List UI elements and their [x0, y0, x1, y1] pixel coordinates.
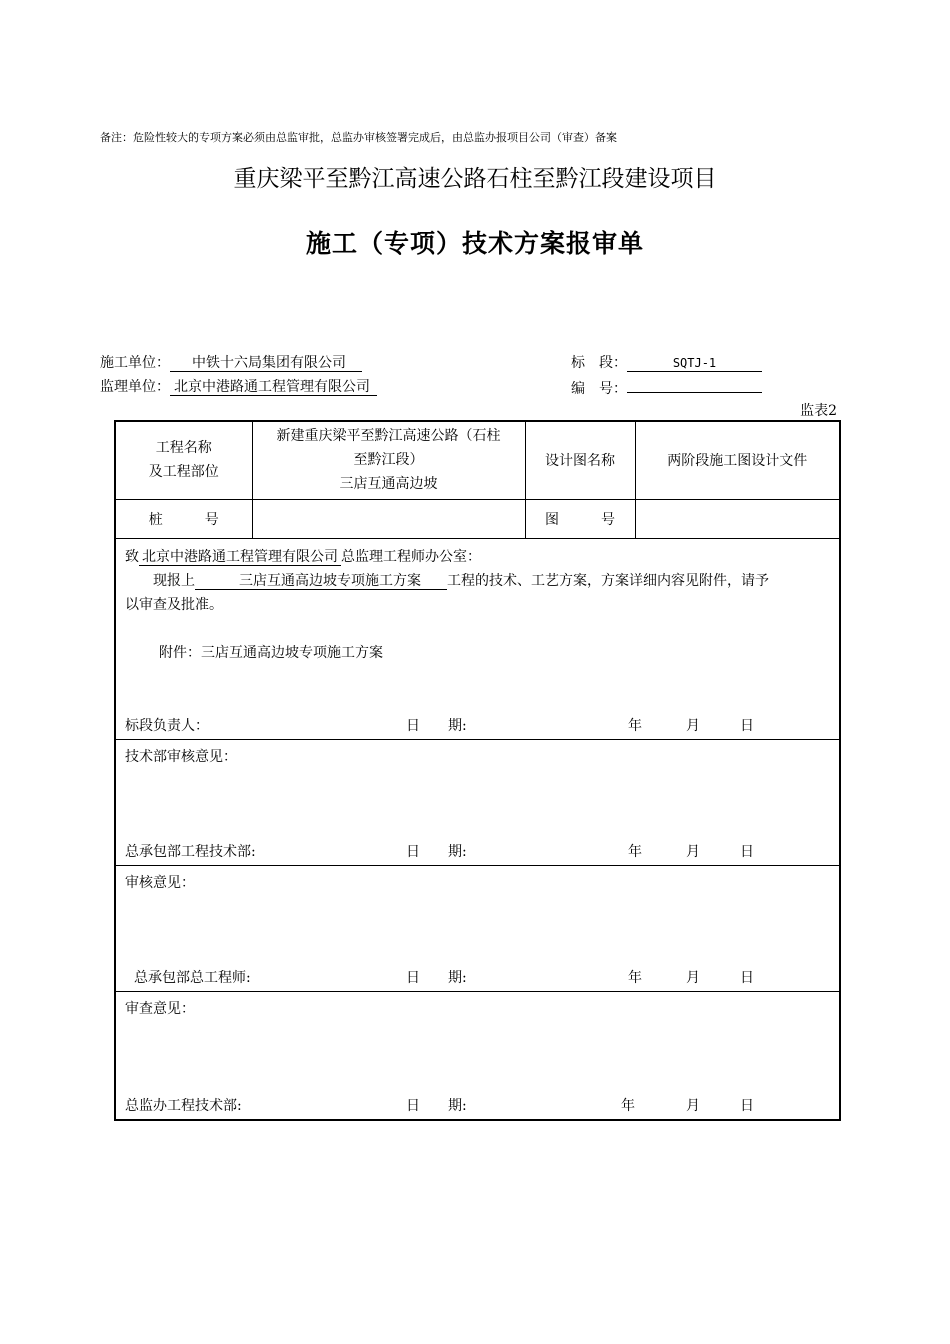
- year-label: 年: [628, 969, 642, 986]
- project-name-value-1: 新建重庆梁平至黔江高速公路（石柱: [276, 428, 501, 445]
- signer-label: 总承包部总工程师:: [134, 969, 251, 986]
- contractor-value[interactable]: 中铁十六局集团有限公司: [170, 355, 362, 372]
- year-label: 年: [628, 843, 642, 860]
- submission-line-3: 以审查及批准。: [125, 596, 223, 613]
- supervision-review-cell[interactable]: [115, 991, 840, 1120]
- number-label: 编 号：: [571, 381, 627, 397]
- number-row: [571, 376, 762, 398]
- design-name-value[interactable]: 两阶段施工图设计文件: [635, 421, 840, 499]
- date-label: 日 期:: [406, 969, 467, 986]
- signer-label: 标段负责人：: [125, 717, 209, 734]
- day-label: 日: [740, 1098, 754, 1114]
- date-label: 日 期:: [406, 717, 467, 734]
- contractor-label: 施工单位：: [100, 355, 170, 371]
- chief-review-cell[interactable]: [115, 865, 840, 991]
- supervisor-label: 监理单位：: [100, 379, 170, 395]
- drawing-label: 图 号: [525, 499, 635, 538]
- section-value[interactable]: SQTJ-1: [627, 355, 762, 372]
- section-label: 标 段：: [571, 355, 627, 371]
- line2-prefix: 现报上: [153, 572, 195, 589]
- supervision-review-heading: 审查意见：: [125, 1000, 195, 1017]
- supervisor-value[interactable]: 北京中港路通工程管理有限公司: [170, 379, 377, 396]
- to-org: 北京中港路通工程管理有限公司: [139, 549, 341, 566]
- submission-body: [125, 545, 831, 665]
- design-name-label: 设计图名称: [525, 421, 635, 499]
- contractor-row: [100, 352, 362, 372]
- section-row: [571, 352, 762, 372]
- to-suffix: 总监理工程师办公室：: [341, 548, 481, 565]
- attachment-line: 附件：三店互通高边坡专项施工方案: [159, 644, 383, 661]
- station-row: [115, 499, 840, 538]
- to-prefix: 致: [125, 548, 139, 565]
- submission-addressee: [125, 545, 831, 569]
- year-label: 年: [621, 1098, 635, 1114]
- project-title: 重庆梁平至黔江高速公路石柱至黔江段建设项目: [233, 166, 717, 192]
- scheme-name: 三店互通高边坡专项施工方案: [195, 573, 447, 590]
- drawing-value[interactable]: [635, 499, 840, 538]
- approval-form-table: [114, 420, 841, 1121]
- tech-review-sign-row: [125, 841, 839, 861]
- month-label: 月: [686, 1098, 700, 1114]
- form-number: 监表2: [800, 403, 837, 419]
- number-value[interactable]: [627, 376, 762, 393]
- chief-review-sign-row: [125, 967, 839, 987]
- project-name-value-3: 三店互通高边坡: [339, 476, 438, 493]
- tech-review-heading: 技术部审核意见：: [125, 748, 237, 765]
- chief-review-row: [115, 865, 840, 991]
- line2-suffix: 工程的技术、工艺方案，方案详细内容见附件，请予: [447, 572, 769, 589]
- date-label: 日 期:: [406, 1098, 467, 1114]
- form-title: 施工（专项）技术方案报审单: [305, 229, 644, 258]
- supervisor-row: [100, 376, 377, 396]
- day-label: 日: [740, 969, 754, 986]
- tech-review-cell[interactable]: [115, 739, 840, 865]
- station-value[interactable]: [252, 499, 525, 538]
- project-name-value-2: 至黔江段）: [353, 452, 424, 469]
- tech-review-row: [115, 739, 840, 865]
- date-label: 日 期:: [406, 843, 467, 860]
- year-label: 年: [628, 717, 642, 734]
- submission-row: [115, 538, 840, 739]
- chief-review-heading: 审核意见：: [125, 874, 195, 891]
- supervision-review-sign-row: [125, 1095, 839, 1115]
- day-label: 日: [740, 843, 754, 860]
- station-label: 桩 号: [115, 499, 252, 538]
- submission-cell[interactable]: [115, 538, 840, 739]
- day-label: 日: [740, 717, 754, 734]
- footnote: 备注：危险性较大的专项方案必须由总监审批，总监办审核签署完成后，由总监办报项目公司（审查）备案: [100, 131, 617, 144]
- submission-sign-row: [125, 715, 839, 735]
- project-name-label-2: 及工程部位: [148, 464, 219, 481]
- project-name-value-cell[interactable]: [252, 421, 525, 499]
- signer-label: 总监办工程技术部:: [125, 1098, 242, 1114]
- project-name-label-cell: [115, 421, 252, 499]
- project-row: [115, 421, 840, 499]
- submission-line-2: [125, 569, 831, 593]
- month-label: 月: [686, 969, 700, 986]
- month-label: 月: [686, 843, 700, 860]
- project-name-label-1: 工程名称: [155, 440, 212, 457]
- month-label: 月: [686, 717, 700, 734]
- signer-label: 总承包部工程技术部:: [125, 843, 256, 860]
- supervision-review-row: [115, 991, 840, 1120]
